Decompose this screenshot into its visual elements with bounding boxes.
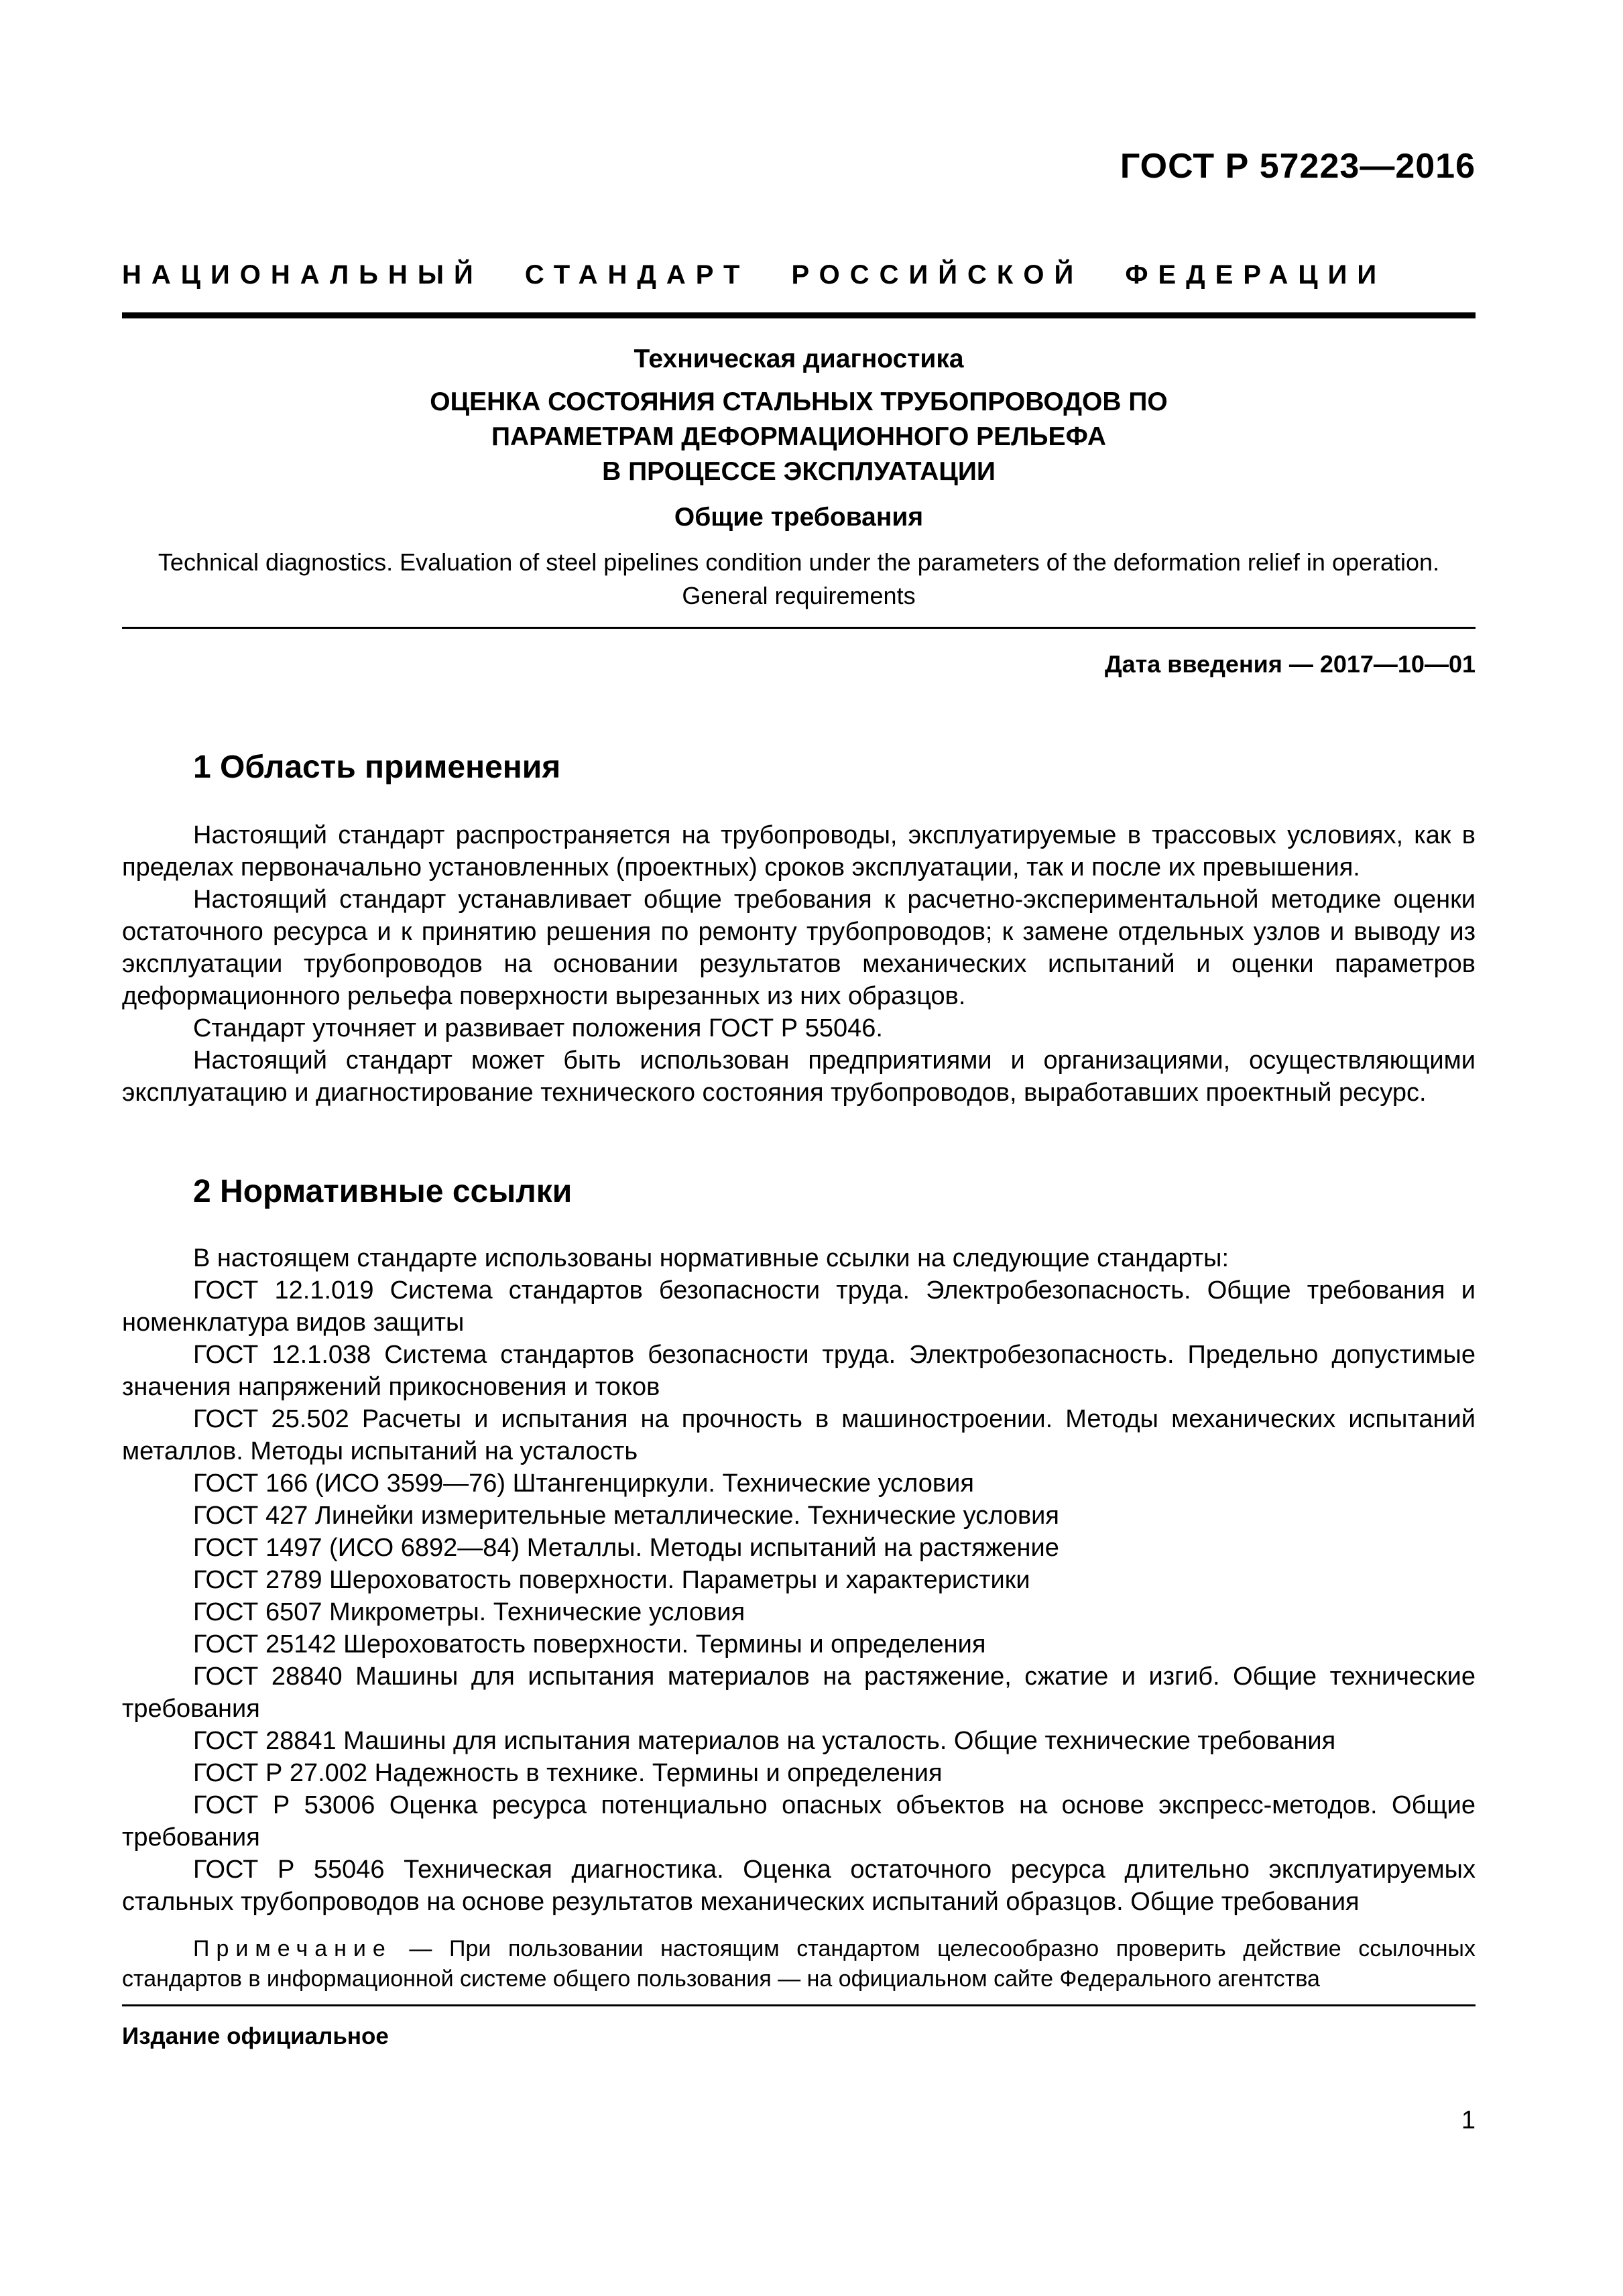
reference-item: ГОСТ 1497 (ИСО 6892—84) Металлы. Методы испытаний на растяжение bbox=[193, 1534, 1059, 1562]
note-label: Примечание bbox=[193, 1936, 392, 1961]
paragraph: Стандарт уточняет и развивает положения ГОСТ Р 55046. bbox=[193, 1014, 883, 1042]
footer-divider bbox=[122, 2004, 1476, 2006]
english-title-line: General requirements bbox=[682, 582, 916, 609]
page-number: 1 bbox=[1461, 2106, 1476, 2134]
english-title bbox=[122, 546, 1476, 613]
reference-item: ГОСТ 166 (ИСО 3599—76) Штангенциркули. Технические условия bbox=[193, 1469, 974, 1498]
paragraph: Настоящий стандарт распространяется на трубопроводы, эксплуатируемые в трассовых условиях, как в пределах первоначально установленных (проектных) сроков эксплуатации, так и после их превышения. bbox=[122, 821, 1476, 882]
header-divider bbox=[122, 312, 1476, 318]
reference-item: ГОСТ 28841 Машины для испытания материалов на усталость. Общие технические требования bbox=[193, 1727, 1336, 1755]
title-block bbox=[122, 341, 1476, 613]
reference-item: ГОСТ 25.502 Расчеты и испытания на прочность в машиностроении. Методы механических испытаний металлов. Методы испытаний на усталость bbox=[122, 1405, 1476, 1465]
main-title-line: В ПРОЦЕССЕ ЭКСПЛУАТАЦИИ bbox=[602, 457, 996, 486]
section-1-heading: 1 Область применения bbox=[193, 749, 561, 785]
edition-label: Издание официальное bbox=[122, 2023, 389, 2049]
note bbox=[122, 1934, 1476, 1994]
main-title bbox=[122, 385, 1476, 489]
reference-item: ГОСТ 427 Линейки измерительные металлические. Технические условия bbox=[193, 1502, 1059, 1530]
paragraph: Настоящий стандарт устанавливает общие требования к расчетно-экспериментальной методике оценки остаточного ресурса и к принятию решения по ремонту трубопроводов; к замене отдельных узлов и выводу из эксплуатации трубопроводов на основании результатов механических испытаний и оценки параметров деформационного рельефа поверхности вырезанных из них образцов. bbox=[122, 886, 1476, 1010]
note-text: — При пользовании настоящим стандартом целесообразно проверить действие ссылочных стандартов в информационной системе общего пользования — на официальном сайте Федерального агентства bbox=[122, 1936, 1476, 1992]
paragraph: В настоящем стандарте использованы нормативные ссылки на следующие стандарты: bbox=[193, 1244, 1229, 1272]
subtitle-ru: Техническая диагностика bbox=[634, 345, 964, 373]
section-2-heading: 2 Нормативные ссылки bbox=[193, 1174, 573, 1209]
section-2-body bbox=[122, 1242, 1476, 1918]
document-number: ГОСТ Р 57223—2016 bbox=[1120, 147, 1476, 186]
paragraph: Настоящий стандарт может быть использован предприятиями и организациями, осуществляющими эксплуатацию и диагностирование технического состояния трубопроводов, выработавших проектный ресурс. bbox=[122, 1046, 1476, 1107]
document-page bbox=[122, 0, 1476, 2296]
english-title-line: Technical diagnostics. Evaluation of steel pipelines condition under the parameters of the deformation relief in operation. bbox=[158, 548, 1440, 576]
reference-item: ГОСТ 2789 Шероховатость поверхности. Параметры и характеристики bbox=[193, 1566, 1030, 1594]
reference-item: ГОСТ Р 27.002 Надежность в технике. Термины и определения bbox=[193, 1759, 943, 1787]
introduction-date: Дата введения — 2017—10—01 bbox=[1104, 650, 1476, 678]
reference-item: ГОСТ Р 55046 Техническая диагностика. Оценка остаточного ресурса длительно эксплуатируемых стальных трубопроводов на основе результатов механических испытаний образцов. Общие требования bbox=[122, 1856, 1476, 1916]
reference-item: ГОСТ 25142 Шероховатость поверхности. Термины и определения bbox=[193, 1630, 986, 1658]
reference-item: ГОСТ 12.1.038 Система стандартов безопасности труда. Электробезопасность. Предельно допустимые значения напряжений прикосновения и токов bbox=[122, 1341, 1476, 1401]
title-divider bbox=[122, 627, 1476, 629]
section-1-body bbox=[122, 819, 1476, 1109]
main-title-line: ПАРАМЕТРАМ ДЕФОРМАЦИОННОГО РЕЛЬЕФА bbox=[491, 422, 1107, 451]
national-standard-banner: НАЦИОНАЛЬНЫЙ СТАНДАРТ РОССИЙСКОЙ ФЕДЕРАЦИИ bbox=[122, 260, 1387, 290]
reference-item: ГОСТ 12.1.019 Система стандартов безопасности труда. Электробезопасность. Общие требования и номенклатура видов защиты bbox=[122, 1276, 1476, 1337]
reference-item: ГОСТ Р 53006 Оценка ресурса потенциально опасных объектов на основе экспресс-методов. Общие требования bbox=[122, 1791, 1476, 1852]
requirements-title: Общие требования bbox=[674, 503, 924, 532]
reference-item: ГОСТ 6507 Микрометры. Технические условия bbox=[193, 1598, 745, 1626]
reference-item: ГОСТ 28840 Машины для испытания материалов на растяжение, сжатие и изгиб. Общие технические требования bbox=[122, 1663, 1476, 1723]
main-title-line: ОЦЕНКА СОСТОЯНИЯ СТАЛЬНЫХ ТРУБОПРОВОДОВ ПО bbox=[430, 387, 1168, 416]
